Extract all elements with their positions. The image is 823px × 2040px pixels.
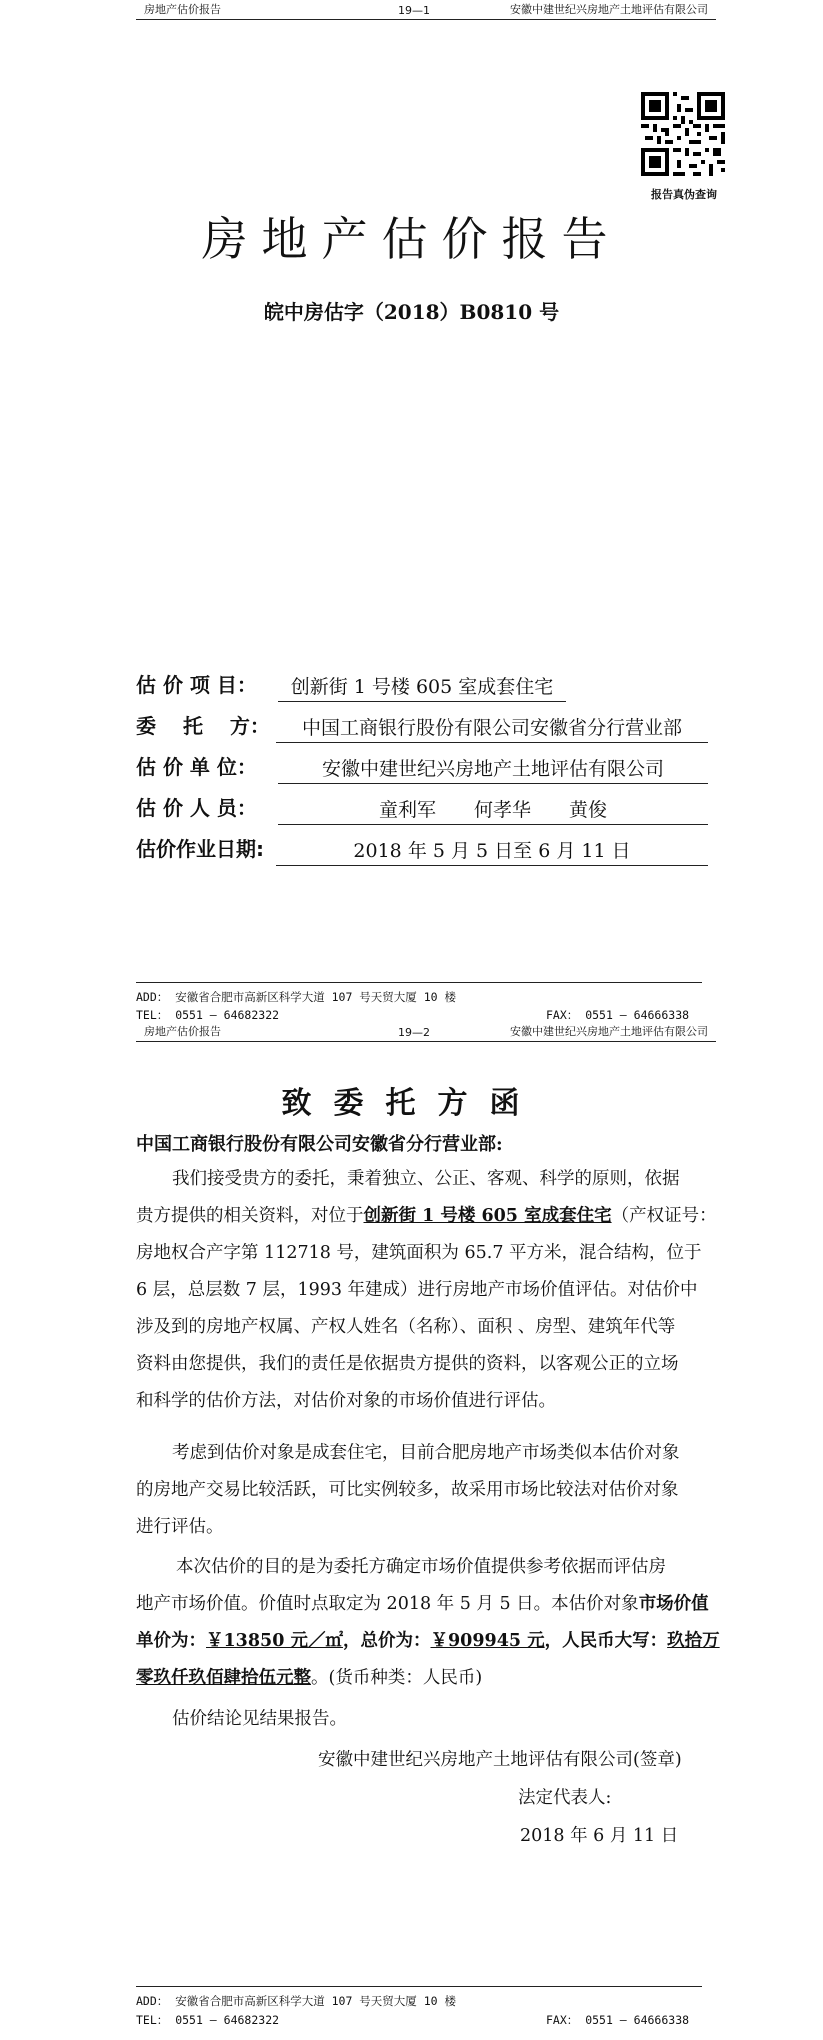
total-price-words: 玖拾万 [667,1631,720,1651]
paragraph-2 [136,1435,720,1546]
field-row-client [136,711,716,743]
text-line: 零玖仟玖佰肆拾伍元整。(货币种类：人民币) [136,1668,483,1688]
letter-date: 2018 年 6 月 11 日 [520,1826,679,1846]
text-line: 房地权合产字第 112718 号，建筑面积为 65.7 平方米，混合结构，位于 [136,1243,702,1263]
footer-fax: FAX： 0551 — 64666338 [546,1008,690,1022]
field-label: 委 托 方： [136,714,270,738]
footer-address: ADD： 安徽省合肥市高新区科学大道 107 号天贸大厦 10 楼 [136,990,457,1004]
document-number: 皖中房估字（2018）B0810 号 [263,300,560,324]
text-line: 的房地产交易比较活跃，可比实例较多，故采用市场比较法对估价对象 [136,1480,679,1500]
field-label: 估 价 项 目： [136,673,257,697]
page-number: 19—2 [398,1026,430,1039]
text-line: 贵方提供的相关资料，对位于创新街 1 号楼 605 室成套住宅（产权证号： [136,1206,717,1226]
qr-caption: 报告真伪查询 [651,188,717,201]
footer-divider [136,982,702,983]
header-right: 安徽中建世纪兴房地产土地评估有限公司 [510,1025,708,1038]
field-row-appraiser-org [136,752,716,784]
letter-title: 致委托方函 [281,1086,542,1121]
field-row-work-dates [136,834,716,866]
footer-divider [136,1986,702,1987]
text-line: 我们接受贵方的委托，秉着独立、公正、客观、科学的原则，依据 [172,1169,680,1189]
paragraph-4 [136,1701,720,1738]
property-address: 创新街 1 号楼 605 室成套住宅 [363,1206,612,1226]
field-value: 创新街 1 号楼 605 室成套住宅 [278,672,566,702]
text-line: 6 层，总层数 7 层，1993 年建成）进行房地产市场价值评估。对估价中 [136,1280,698,1300]
footer-tel: TEL： 0551 — 64682322 [136,1008,280,1022]
letter-page [0,1024,823,2040]
field-label: 估价作业日期: [136,837,264,861]
field-value: 童利军 何孝华 黄俊 [278,795,708,825]
letter-addressee: 中国工商银行股份有限公司安徽省分行营业部: [136,1134,503,1155]
page-header [136,2,716,20]
text-line: 涉及到的房地产权属、产权人姓名（名称）、面积 、房型、建筑年代等 [136,1317,676,1337]
qr-code-icon[interactable] [641,92,725,176]
page-header [136,1024,716,1042]
text-line: 本次估价的目的是为委托方确定市场价值提供参考依据而评估房 [176,1557,666,1577]
text-line: 地产市场价值。价值时点取定为 2018 年 5 月 5 日。本估价对象市场价值 [136,1594,709,1614]
paragraph-3 [136,1549,720,1697]
signer: 安徽中建世纪兴房地产土地评估有限公司(签章) [318,1750,682,1770]
field-value: 中国工商银行股份有限公司安徽省分行营业部 [276,713,708,743]
header-left: 房地产估价报告 [144,3,221,16]
footer-address: ADD： 安徽省合肥市高新区科学大道 107 号天贸大厦 10 楼 [136,1994,457,2008]
header-left: 房地产估价报告 [144,1025,221,1038]
text-line: 进行评估。 [136,1517,224,1537]
footer-fax: FAX： 0551 — 64666338 [546,2013,690,2027]
field-label: 估 价 人 员： [136,796,257,820]
footer-tel: TEL： 0551 — 64682322 [136,2013,280,2027]
report-title: 房地产估价报告 [201,212,622,266]
text-line: 资料由您提供，我们的责任是依据贵方提供的资料，以客观公正的立场 [136,1354,679,1374]
total-price: ￥909945 元 [430,1631,545,1651]
text-line: 估价结论见结果报告。 [172,1709,347,1729]
field-label: 估 价 单 位： [136,755,257,779]
paragraph-1 [136,1161,720,1420]
field-row-project [136,670,716,702]
header-right: 安徽中建世纪兴房地产土地评估有限公司 [510,3,708,16]
field-value: 2018 年 5 月 5 日至 6 月 11 日 [276,836,708,866]
text-line: 单价为：￥13850 元／㎡，总价为：￥909945 元，人民币大写：玖拾万 [136,1631,720,1651]
page-number: 19—1 [398,4,430,17]
legal-representative: 法定代表人: [518,1788,612,1808]
unit-price: ￥13850 元／㎡ [206,1631,343,1651]
field-row-appraisers [136,793,716,825]
field-value: 安徽中建世纪兴房地产土地评估有限公司 [278,754,708,784]
text-line: 和科学的估价方法，对估价对象的市场价值进行评估。 [136,1391,556,1411]
text-line: 考虑到估价对象是成套住宅，目前合肥房地产市场类似本估价对象 [172,1443,680,1463]
